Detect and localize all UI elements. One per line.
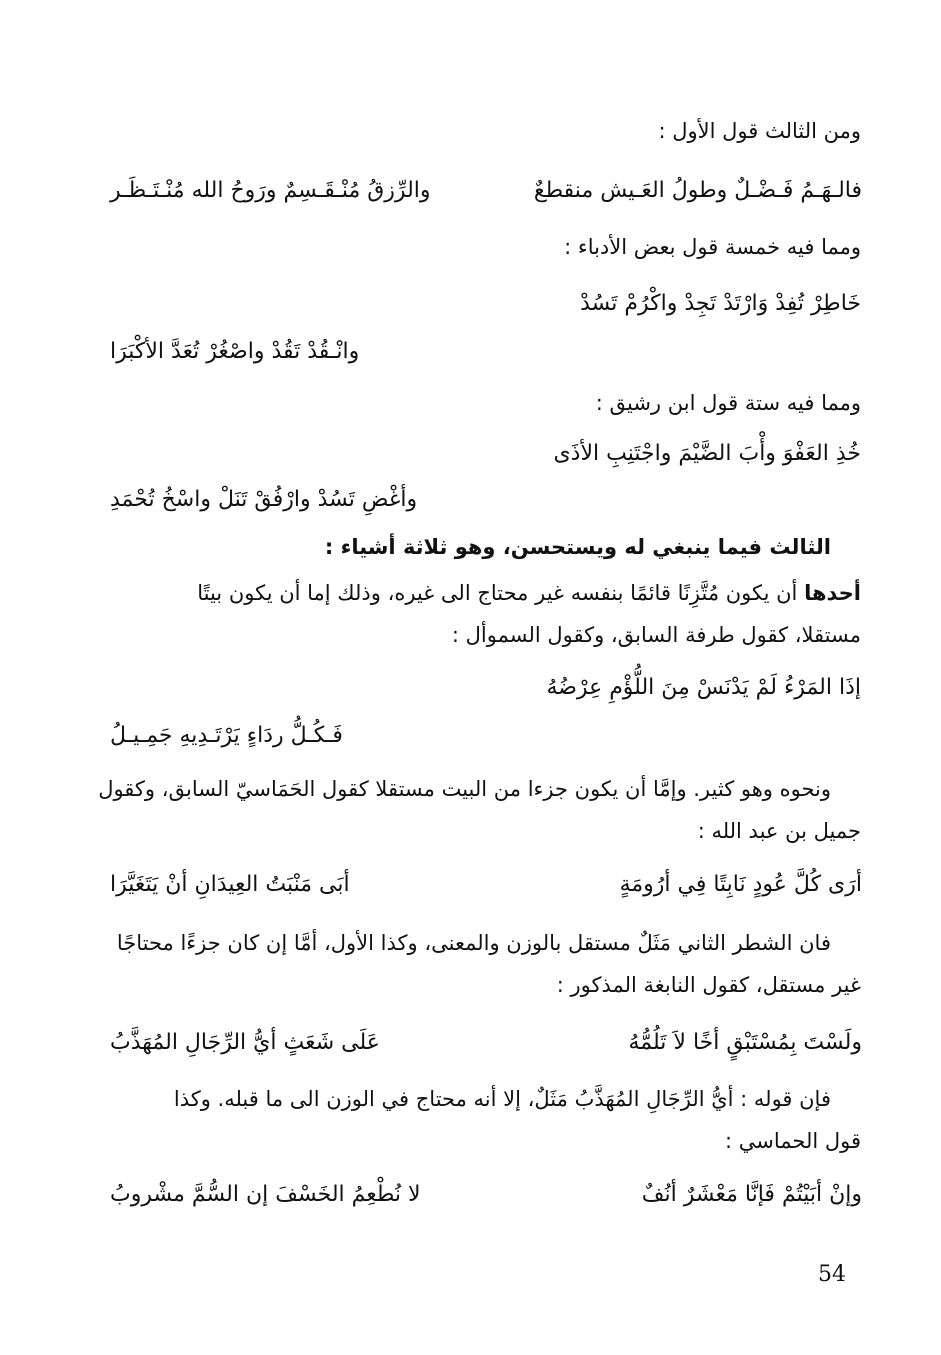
verse-first-hemistich: فالـهَـمُ فَـضْـلٌ وطولُ العَـيش منقطعٌ [533, 177, 862, 203]
text-line: جميل بن عبد الله : [697, 819, 861, 843]
text-line: قول الحماسي : [725, 1129, 861, 1153]
text-line [197, 578, 861, 608]
text-line: غير مستقل، كقول النابغة المذكور : [556, 973, 861, 997]
verse-first-hemistich: إذَا المَرْءُ لَمْ يَدْنَسْ مِنَ اللُّؤْمِ عِرْضُهُ [546, 675, 861, 700]
text-line: ومن الثالث قول الأول : [658, 119, 861, 143]
verse-second-hemistich: أبَى مَنْبَتُ العِيدَانِ أنْ يَتَغَيَّرَا [110, 871, 350, 897]
verse-line [110, 1176, 862, 1212]
verse-second-hemistich: وانْـقُدْ تَقُدْ واصْغُرْ تُعَدَّ الأكْبَرَا [110, 339, 360, 364]
verse-second-hemistich: وأغْضِ تَسُدْ وارْفُقْ تَنَلْ واسْخُ تُحْمَدِ [110, 487, 418, 512]
verse-line [110, 866, 862, 902]
verse-line [110, 1024, 862, 1060]
verse-first-hemistich: خَاطِرْ تُفِدْ وَارْتَدْ تَجِدْ واكْرُمْ تَسُدْ [580, 291, 861, 316]
verse-second-hemistich: والرِّزقُ مُنْـقَـسِمٌ ورَوحُ الله مُنْـتَـظَـر [110, 177, 431, 203]
verse-first-hemistich: خُذِ العَفْوَ وأْبَ الضَّيْمَ واجْتَنِبِ الأذَى [553, 441, 861, 466]
verse-first-hemistich: ولَسْتَ بِمُسْتَبْقٍ أخًا لاَ تَلُمُّهُ [628, 1029, 862, 1055]
verse-first-hemistich: وإنْ أبَيْتُمْ فَإنَّا مَعْشَرٌ أنُفٌ [641, 1181, 862, 1207]
section-heading: الثالث فيما ينبغي له ويستحسن، وهو ثلاثة أشياء : [324, 535, 831, 559]
verse-second-hemistich: عَلَى شَعَثٍ أيُّ الرِّجَالِ المُهَذَّبُ [110, 1029, 380, 1055]
verse-second-hemistich: فَـكُـلُّ ردَاءٍ يَرْتَـدِيهِ جَمِـيـلُ [110, 723, 343, 748]
text-line: مستقلا، كقول طرفة السابق، وكقول السموأل : [451, 623, 861, 647]
text-line-rest: أن يكون مُتَّزِنًا قائمًا بنفسه غير محتاج الى غيره، وذلك إما أن يكون بيتًا [197, 581, 805, 605]
verse-second-hemistich: لا نُطْعِمُ الخَسْفَ إن السُّمَّ مشْروبُ [110, 1181, 421, 1207]
verse-first-hemistich: أرَى كُلَّ عُودٍ نَابِتًا فِي أرُومَةٍ [619, 871, 862, 897]
text-line: فإن قوله : أيُّ الرِّجَالِ المُهَذَّبُ مَثَلٌ، إلا أنه محتاج في الوزن الى ما قبله. وكذا [173, 1087, 831, 1111]
verse-line [110, 172, 862, 208]
text-line: فان الشطر الثاني مَثَلٌ مستقل بالوزن والمعنى، وكذا الأول، أمَّا إن كان جزءًا محتاجًا [116, 931, 831, 955]
text-line: ونحوه وهو كثير. وإمَّا أن يكون جزءا من البيت مستقلا كقول الحَمَاسيّ السابق، وكقول [98, 777, 831, 801]
text-line: ومما فيه ستة قول ابن رشيق : [595, 391, 861, 415]
page-number: 54 [818, 1262, 846, 1287]
emphasized-term: أحدها [804, 581, 861, 605]
text-line: ومما فيه خمسة قول بعض الأدباء : [564, 235, 861, 259]
